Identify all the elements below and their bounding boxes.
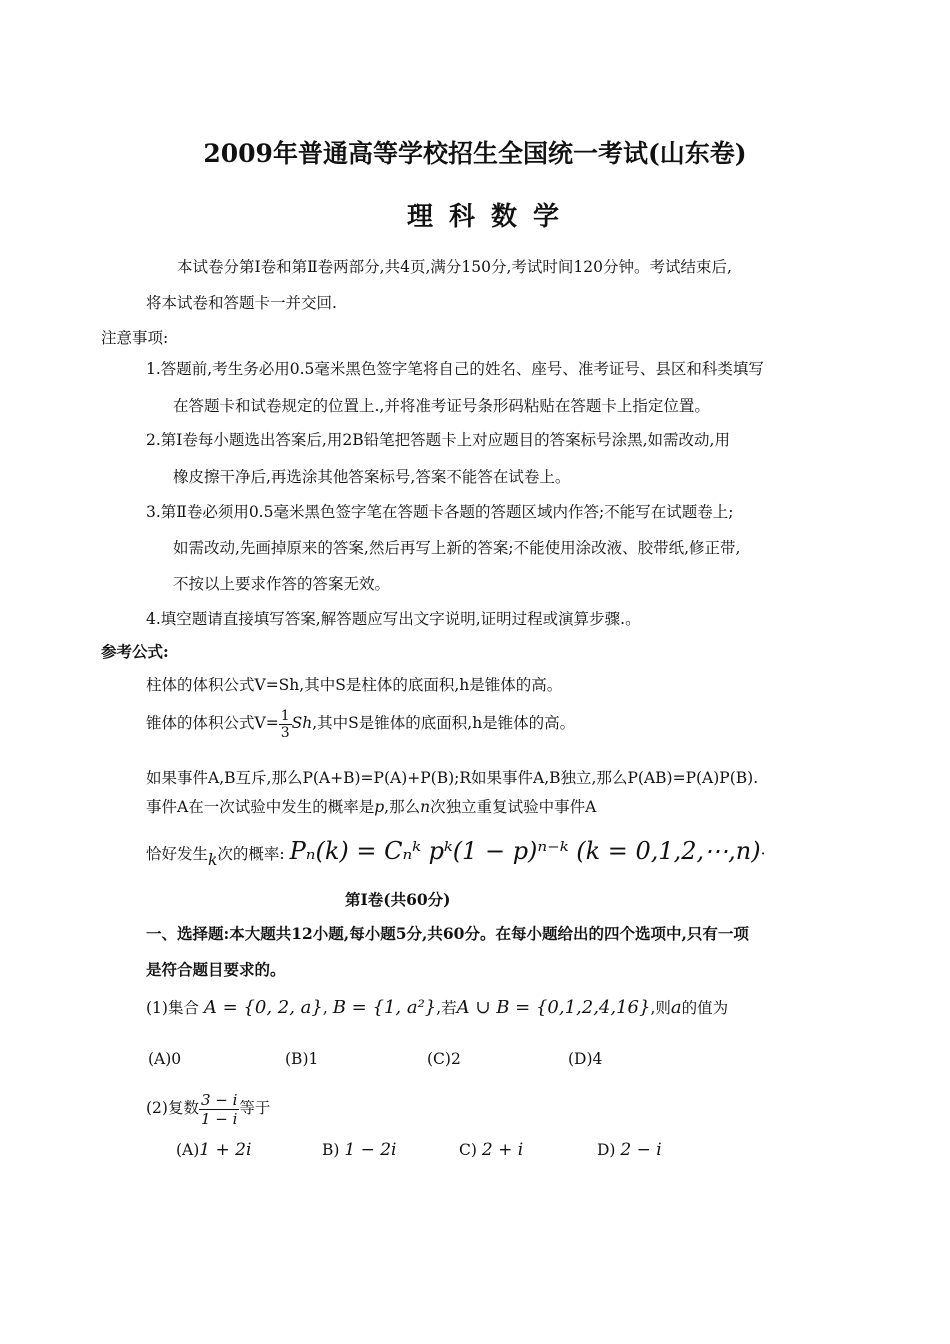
q1-option-b: (B)1 — [285, 1050, 319, 1068]
q2-opt-d-label: D) — [597, 1141, 616, 1159]
formula-2-pre: 锥体的体积公式V= — [146, 714, 279, 732]
formula-4-n: n — [420, 798, 431, 816]
q2-option-d — [597, 1140, 662, 1160]
formula-4-post: 次独立重复试验中事件A — [430, 798, 597, 816]
formula-2-var: Sh — [291, 714, 313, 732]
intro-line-2: 将本试卷和答题卡一并交回. — [146, 294, 337, 312]
formula-3: 如果事件A,B互斥,那么P(A+B)=P(A)+P(B);R如果事件A,B独立,那么P(AB)=P(A)P(B). — [146, 769, 759, 787]
formula-5-k: k — [208, 851, 218, 869]
note-1b: 在答题卡和试卷规定的位置上.,并将准考证号条形码粘贴在答题卡上指定位置。 — [173, 397, 710, 415]
q2-fraction — [199, 1091, 239, 1128]
q2-opt-a: 1 + 2i — [199, 1140, 252, 1160]
q2-post: 等于 — [239, 1099, 271, 1117]
q2-option-b — [322, 1140, 397, 1160]
section-desc-a: 一、选择题:本大题共12小题,每小题5分,共60分。在每小题给出的四个选项中,只有一项 — [146, 924, 749, 943]
q2-opt-c: 2 + i — [481, 1140, 524, 1160]
intro-line-1: 本试卷分第Ⅰ卷和第Ⅱ卷两部分,共4页,满分150分,考试时间120分钟。考试结束后, — [177, 258, 732, 276]
q1-cond: A ∪ B = {0,1,2,4,16} — [456, 997, 651, 1018]
q2-den: 1 − i — [200, 1109, 238, 1128]
q2-opt-b-label: B) — [322, 1141, 340, 1159]
note-4: 4.填空题请直接填写答案,解答题应写出文字说明,证明过程或演算步骤.。 — [146, 610, 641, 628]
note-1a: 1.答题前,考生务必用0.5毫米黑色签字笔将自己的姓名、座号、准考证号、县区和科类填写 — [146, 360, 764, 378]
note-3b: 如需改动,先画掉原来的答案,然后再写上新的答案;不能使用涂改液、胶带纸,修正带, — [173, 539, 741, 557]
notes-heading: 注意事项: — [101, 329, 169, 347]
q1-cond-pre: ,若 — [436, 999, 457, 1017]
question-1-stem — [146, 996, 728, 1018]
formula-4-pre: 事件A在一次试验中发生的概率是 — [146, 798, 375, 816]
note-2b: 橡皮擦干净后,再选涂其他答案标号,答案不能答在试卷上。 — [173, 468, 571, 486]
formula-5-mid: 次的概率: — [217, 845, 285, 863]
fraction-one-third — [279, 708, 292, 741]
q2-pre: (2)复数 — [146, 1099, 199, 1117]
formula-4 — [146, 795, 596, 817]
frac-den: 3 — [280, 724, 290, 741]
q2-opt-d: 2 − i — [620, 1140, 662, 1160]
note-3c: 不按以上要求作答的答案无效。 — [173, 575, 391, 593]
part1-heading: 第Ⅰ卷(共60分) — [345, 890, 451, 909]
section-desc-b: 是符合题目要求的。 — [146, 960, 286, 979]
formula-1: 柱体的体积公式V=Sh,其中S是柱体的底面积,h是锥体的高。 — [146, 676, 563, 694]
q2-opt-b: 1 − 2i — [344, 1140, 397, 1160]
note-2a: 2.第Ⅰ卷每小题选出答案后,用2B铅笔把答题卡上对应题目的答案标号涂黑,如需改动,用 — [146, 431, 730, 449]
formula-4-mid: ,那么 — [384, 798, 421, 816]
q2-num: 3 − i — [200, 1090, 238, 1109]
binomial-formula: Pₙ(k) = Cₙᵏ pᵏ(1 − p)ⁿ⁻ᵏ (k = 0,1,2,⋯,n) — [289, 837, 761, 865]
question-2-stem — [146, 1088, 270, 1128]
exam-subtitle: 理科数学 — [406, 202, 575, 232]
q1-ask-post: 的值为 — [681, 999, 729, 1017]
frac-num: 1 — [280, 707, 290, 724]
formulas-heading: 参考公式: — [101, 642, 169, 661]
q2-option-c — [459, 1140, 523, 1160]
q1-option-d: (D)4 — [568, 1050, 603, 1068]
formula-5 — [146, 834, 766, 871]
formula-2-post: ,其中S是锥体的底面积,h是锥体的高。 — [312, 714, 576, 732]
q1-sep: , — [322, 999, 328, 1017]
exam-title: 2009年普通高等学校招生全国统一考试(山东卷) — [203, 139, 747, 168]
q1-option-c: (C)2 — [427, 1050, 461, 1068]
q2-opt-a-label: (A) — [176, 1141, 200, 1159]
q1-pre: (1)集合 — [146, 999, 199, 1017]
q1-ask-pre: ,则 — [650, 999, 671, 1017]
note-3a: 3.第Ⅱ卷必须用0.5毫米黑色签字笔在答题卡各题的答题区域内作答;不能写在试题卷上; — [146, 503, 734, 521]
formula-2 — [146, 706, 575, 741]
formula-4-p: p — [374, 798, 385, 816]
q1-option-a: (A)0 — [148, 1050, 182, 1068]
formula-5-pre: 恰好发生 — [146, 845, 209, 863]
q1-set-b: B = {1, a²} — [332, 997, 437, 1018]
q2-option-a — [176, 1140, 251, 1160]
q2-opt-c-label: C) — [459, 1141, 477, 1159]
q1-ask-var: a — [670, 997, 682, 1018]
q1-set-a: A = {0, 2, a} — [203, 997, 323, 1018]
formula-5-end: · — [760, 845, 766, 863]
